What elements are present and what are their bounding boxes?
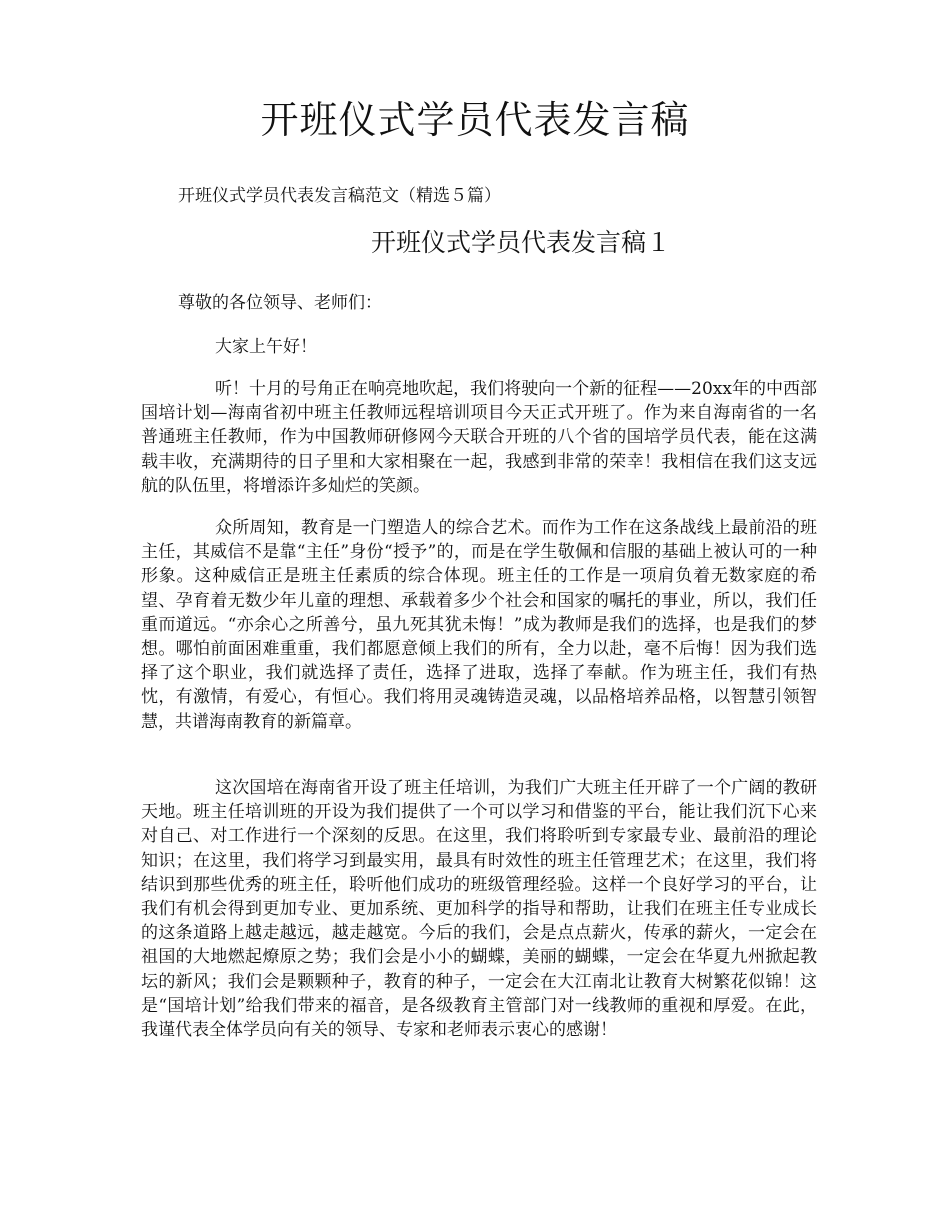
body-paragraph: 听！十月的号角正在响亮地吹起，我们将驶向一个新的征程——20xx年的中西部国培计划—海南省初中班主任教师远程培训项目今天正式开班了。作为来自海南省的一名普通班主任教师，作为中国教师研修网今天联合开班的八个省的国培学员代表，能在这满载丰收，充满期待的日子里和大家相聚在一起，我感到非常的荣幸！我相信在我们这支远航的队伍里，将增添许多灿烂的笑颜。	[141, 379, 817, 496]
section-title: 开班仪式学员代表发言稿１	[370, 228, 671, 257]
document-subtitle: 开班仪式学员代表发言稿范文（精选５篇）	[178, 186, 501, 206]
body-paragraph: 这次国培在海南省开设了班主任培训，为我们广大班主任开辟了一个广阔的教研天地。班主任培训班的开设为我们提供了一个可以学习和借鉴的平台，能让我们沉下心来对自己、对工作进行一个深刻的反思。在这里，我们将聆听到专家最专业、最前沿的理论知识；在这里，我们将学习到最实用，最具有时效性的班主任管理艺术；在这里，我们将结识到那些优秀的班主任，聆听他们成功的班级管理经验。这样一个良好学习的平台，让我们有机会得到更加专业、更加系统、更加科学的指导和帮助，让我们在班主任专业成长的这条道路上越走越远，越走越宽。今后的我们，会是点点薪火，传承的薪火，一定会在祖国的大地燃起燎原之势；我们会是小小的蝴蝶，美丽的蝴蝶，一定会在华夏九州掀起教坛的新风；我们会是颗颗种子，教育的种子，一定会在大江南北让教育大树繁花似锦！这是“国培计划”给我们带来的福音，是各级教育主管部门对一线教师的重视和厚爱。在此，我谨代表全体学员向有关的领导、专家和老师表示衷心的感谢！	[141, 778, 817, 1041]
greeting: 大家上午好！	[215, 337, 317, 357]
salutation: 尊敬的各位领导、老师们：	[178, 293, 382, 313]
document-title: 开班仪式学员代表发言稿	[260, 98, 690, 142]
body-paragraph: 众所周知，教育是一门塑造人的综合艺术。而作为工作在这条战线上最前沿的班主任，其威信不是靠“主任”身份“授予”的，而是在学生敬佩和信服的基础上被认可的一种形象。这种威信正是班主任素质的综合体现。班主任的工作是一项肩负着无数家庭的希望、孕育着无数少年儿童的理想、承载着多少个社会和国家的嘱托的事业，所以，我们任重而道远。“亦余心之所善兮，虽九死其犹未悔！”成为教师是我们的选择，也是我们的梦想。哪怕前面困难重重，我们都愿意倾上我们的所有，全力以赴，毫不后悔！因为我们选择了这个职业，我们就选择了责任，选择了进取，选择了奉献。作为班主任，我们有热忱，有激情，有爱心，有恒心。我们将用灵魂铸造灵魂，以品格培养品格，以智慧引领智慧，共谱海南教育的新篇章。	[141, 518, 817, 732]
